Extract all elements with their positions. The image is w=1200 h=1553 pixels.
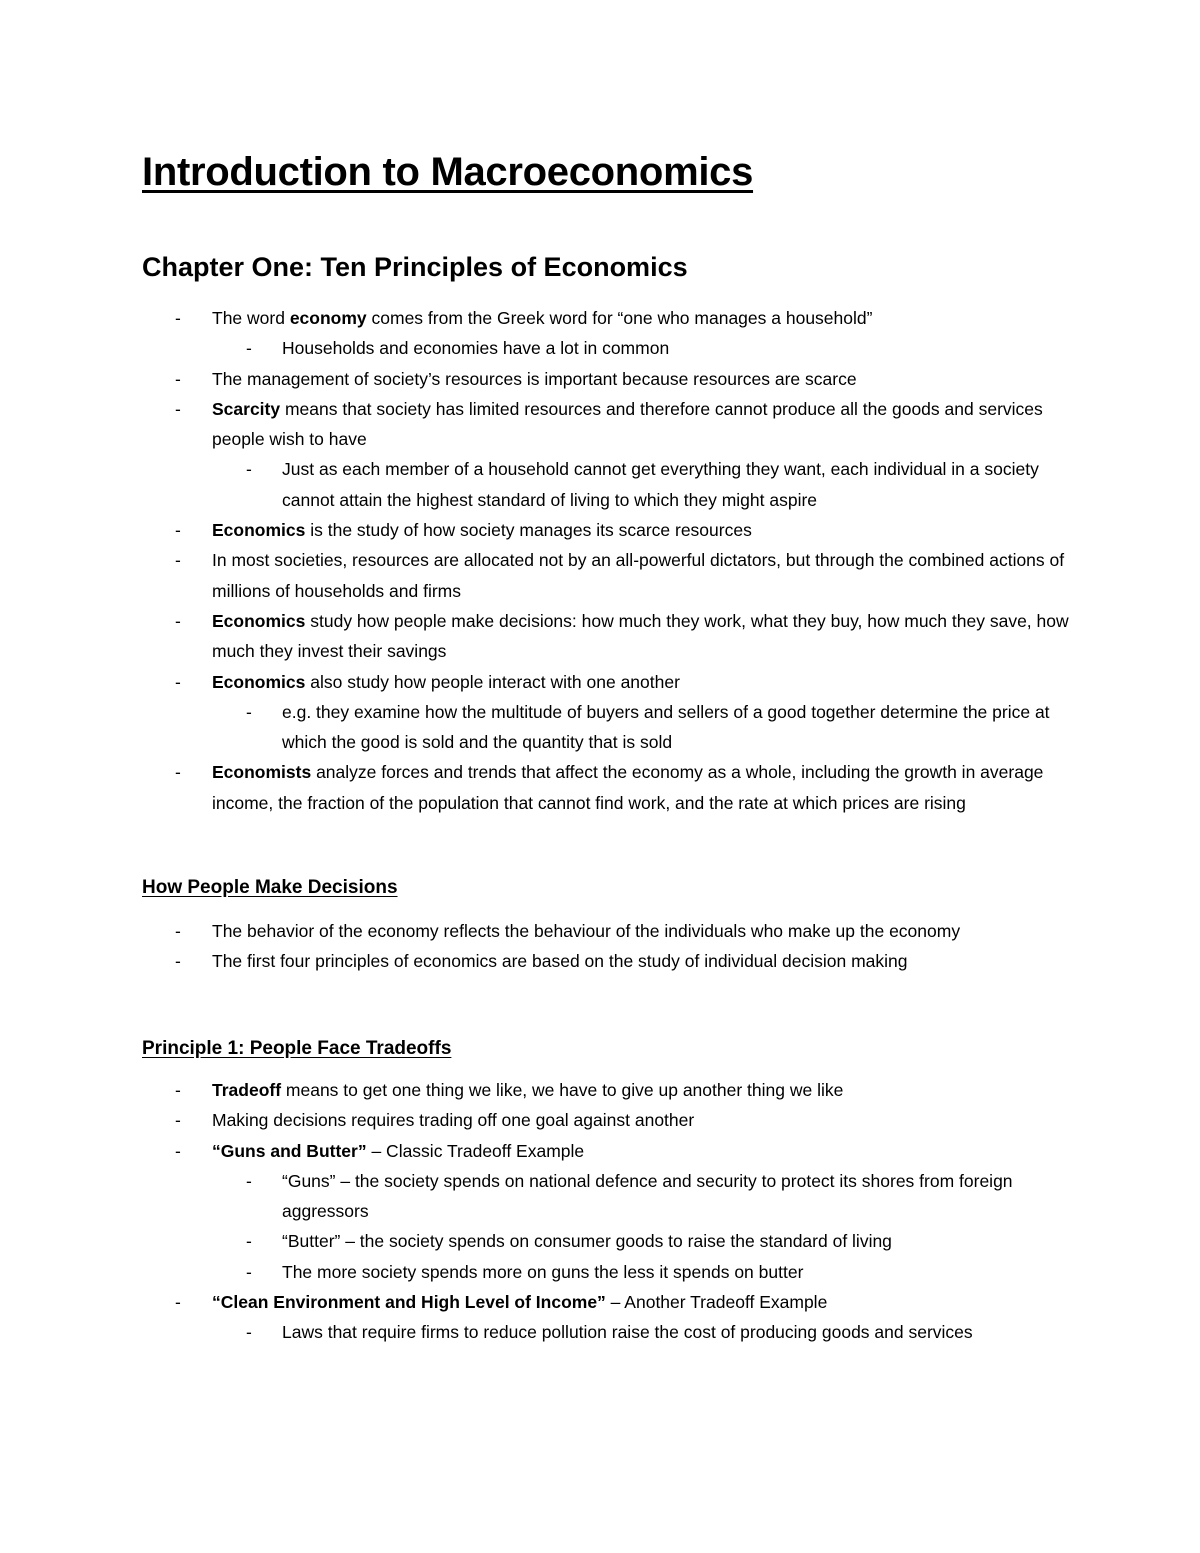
section-list-principle-1 [0,1075,1200,1348]
bullet-item [0,757,1072,818]
bullet-item [0,515,1072,545]
text-run: Laws that require firms to reduce pollution raise the cost of producing goods and services [282,1322,973,1343]
bullet-item [0,303,1072,333]
bullet-dash: - [246,459,252,480]
bullet-dash: - [246,701,252,722]
bold-term: Tradeoff [212,1080,282,1100]
bullet-text [212,1080,843,1100]
section-heading-how-people-make-decisions: How People Make Decisions [142,877,398,898]
bullet-item [0,667,1072,697]
bullet-item [0,1105,1072,1135]
bullet-text [212,611,1069,661]
bullet-text [282,702,1050,752]
text-run: The word [212,308,290,328]
sub-bullet-item [0,1226,1072,1256]
bullet-dash: - [175,308,181,328]
text-run: analyze forces and trends that affect the economy as a whole, including the growth in average income, the fraction of the population that cannot find work, and the rate at which prices are rising [212,762,1044,813]
bullet-text [282,1231,892,1251]
bullet-text [282,338,669,358]
bullet-dash: - [175,671,181,692]
bullet-text [212,762,1043,812]
bullet-dash: - [175,1140,181,1161]
sub-bullet-item [0,1166,1072,1227]
sub-bullet-item [0,1257,1072,1287]
bold-term: Economics [212,671,306,692]
bullet-text [212,399,1043,449]
bold-term: Economists [212,762,312,783]
text-run: – Classic Tradeoff Example [366,1140,585,1161]
bullet-item [0,916,1072,946]
bullet-item [0,946,1072,976]
bullet-text [282,1171,1013,1221]
text-run: comes from the Greek word for “one who manages a household” [366,308,873,328]
bullet-text [212,951,908,971]
bullet-item [0,394,1072,455]
bullet-item [0,364,1072,394]
bullet-dash: - [175,951,181,972]
bullet-text [212,369,857,389]
text-run: is the study of how society manages its scarce resources [305,520,752,541]
bold-term: economy [289,308,367,328]
text-run: “Butter” – the society spends on consumer goods to raise the standard of living [282,1231,892,1252]
bullet-item [0,1075,1072,1105]
bold-term: “Guns and Butter” [212,1140,367,1161]
bullet-dash: - [175,550,181,571]
section-list-how-people-make-decisions [0,916,1200,977]
bullet-dash: - [175,520,181,541]
bullet-text [212,1110,694,1130]
text-run: Making decisions requires trading off one goal against another [212,1110,695,1131]
text-run: “Guns” – the society spends on national defence and security to protect its shores from foreign aggressors [282,1170,1013,1222]
bullet-text [212,1141,584,1161]
bullet-text [282,459,1039,509]
text-run: The behavior of the economy reflects the behaviour of the individuals who make up the economy [212,921,961,941]
text-run: means that society has limited resources and therefore cannot produce all the goods and services people wish to have [212,398,1043,450]
bold-term: Economics [212,610,306,631]
bold-term: Scarcity [212,398,281,419]
text-run: In most societies, resources are allocated not by an all-powerful dictators, but through the combined actions of millions of households and firms [212,550,1065,601]
bold-term: Economics [212,520,306,541]
chapter-heading: Chapter One: Ten Principles of Economics [142,252,688,282]
bullet-item [0,1287,1072,1317]
bullet-dash: - [175,921,181,941]
text-run: Households and economies have a lot in common [282,338,670,359]
bullet-item [0,1136,1072,1166]
text-run: also study how people interact with one another [305,671,680,692]
sub-bullet-item [0,454,1072,515]
bullet-item [0,545,1072,606]
bullet-dash: - [246,1170,252,1191]
sub-bullet-item [0,1317,1072,1347]
text-run: e.g. they examine how the multitude of buyers and sellers of a good together determine the price at which the good is sold and the quantity that is sold [282,701,1050,753]
bullet-dash: - [175,1110,181,1131]
text-run: The management of society’s resources is important because resources are scarce [212,368,857,389]
section-list-intro [0,303,1200,818]
page-title: Introduction to Macroeconomics [142,150,754,194]
bullet-text [212,308,872,328]
text-run: means to get one thing we like, we have to give up another thing we like [281,1080,844,1100]
bullet-dash: - [246,1261,252,1282]
text-run: – Another Tradeoff Example [605,1292,828,1313]
bullet-text [282,1262,803,1282]
bullet-dash: - [246,1231,252,1252]
bullet-dash: - [175,1292,181,1313]
sub-bullet-item [0,697,1072,758]
text-run: Just as each member of a household cannot get everything they want, each individual in a society cannot attain the highest standard of living to which they might aspire [282,459,1039,510]
text-run: study how people make decisions: how much they work, what they buy, how much they save, how much they invest their savings [212,610,1069,662]
bullet-item [0,606,1072,667]
bullet-text [212,1292,827,1312]
bullet-dash: - [175,610,181,631]
bullet-text [212,520,752,540]
bold-term: “Clean Environment and High Level of Income” [212,1292,606,1313]
bullet-dash: - [246,1322,252,1343]
bullet-text [282,1322,973,1342]
text-run: The more society spends more on guns the less it spends on butter [282,1261,804,1282]
bullet-text [212,550,1064,600]
bullet-dash: - [175,762,181,783]
bullet-dash: - [175,368,181,389]
section-heading-principle-1: Principle 1: People Face Tradeoffs [142,1038,452,1059]
bullet-dash: - [175,398,181,419]
bullet-text [212,672,680,692]
bullet-dash: - [175,1080,181,1100]
bullet-dash: - [246,338,252,359]
bullet-text [212,921,960,941]
sub-bullet-item [0,333,1072,363]
text-run: The first four principles of economics are based on the study of individual decision making [212,951,908,972]
